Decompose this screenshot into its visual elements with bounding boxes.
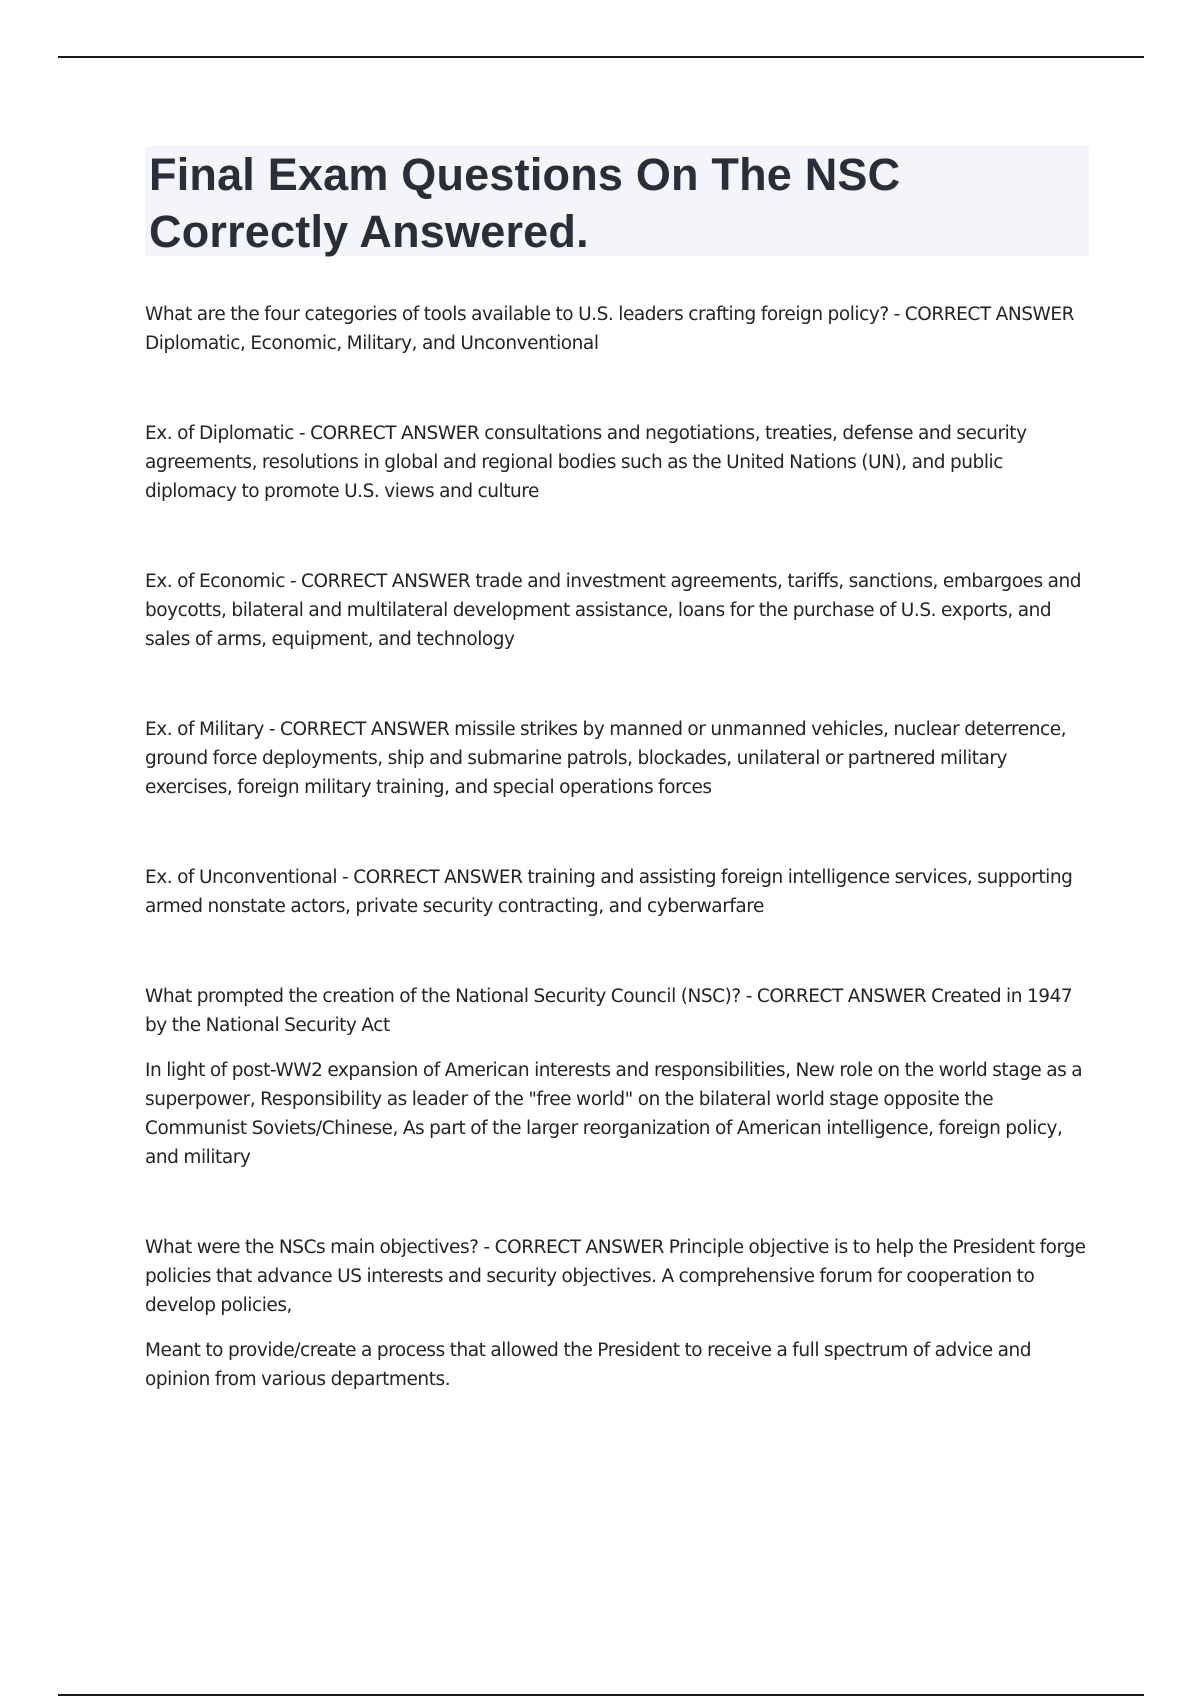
answer-continuation: Meant to provide/create a process that allowed the President to receive a full spectrum of advice and opinion from various departments. (145, 1340, 1032, 1390)
separator: - (284, 571, 302, 592)
qa-item-diplomatic (145, 419, 1090, 506)
top-page-rule (58, 56, 1144, 58)
qa-list (145, 300, 1090, 1455)
qa-entry (145, 863, 1090, 921)
qa-item-economic (145, 567, 1090, 654)
question-text: Ex. of Diplomatic (145, 423, 294, 444)
answer-label: CORRECT ANSWER (756, 986, 927, 1007)
title-line-1: Final Exam Questions On The NSC (149, 149, 901, 200)
answer-text: trade and investment agreements, tariffs, sanctions, embargoes and boycotts, bilateral and multilateral development assistance, loans for the purchase of U.S. exports, and sales of arms, equipment, and technology (145, 571, 1082, 650)
answer-text: Principle objective is to help the President forge policies that advance US interests and security objectives. A comprehensive forum for cooperation to develop policies, (145, 1237, 1086, 1316)
qa-item-nsc-creation (145, 982, 1090, 1172)
separator: - (740, 986, 757, 1007)
qa-item-unconventional (145, 863, 1090, 921)
answer-text: missile strikes by manned or unmanned vehicles, nuclear deterrence, ground force deployments, ship and submarine patrols, blockades, unilateral or partnered military exercises, foreign military training, and special operations forces (145, 719, 1067, 798)
bottom-page-rule (58, 1694, 1144, 1696)
document-title (145, 146, 1089, 256)
question-text: Ex. of Unconventional (145, 867, 338, 888)
qa-entry (145, 419, 1090, 506)
qa-item-military (145, 715, 1090, 802)
qa-entry (145, 567, 1090, 654)
answer-label: CORRECT ANSWER (301, 571, 471, 592)
question-text: What prompted the creation of the National Security Council (NSC)? (145, 986, 741, 1007)
qa-entry (145, 300, 1090, 358)
question-text: What were the NSCs main objectives? (145, 1237, 479, 1258)
answer-label: CORRECT ANSWER (353, 867, 523, 888)
separator: - (293, 423, 311, 444)
answer-label: CORRECT ANSWER (494, 1237, 664, 1258)
answer-label: CORRECT ANSWER (310, 423, 480, 444)
qa-item-nsc-objectives (145, 1233, 1090, 1394)
separator: - (478, 1237, 495, 1258)
answer-label: CORRECT ANSWER (279, 719, 450, 740)
question-text: Ex. of Economic (145, 571, 285, 592)
answer-continuation: In light of post-WW2 expansion of American interests and responsibilities, New role on the world stage as a superpower, Responsibility as leader of the "free world" on the bilateral world stage opposite the Communist Soviets/Chinese, As part of the larger reorganization of American intelligence, foreign policy, and military (145, 1060, 1083, 1168)
answer-text: consultations and negotiations, treaties, defense and security agreements, resolutions in global and regional bodies such as the United Nations (UN), and public diplomacy to promote U.S. views and culture (145, 423, 1027, 502)
question-text: Ex. of Military (145, 719, 264, 740)
question-text: What are the four categories of tools available to U.S. leaders crafting foreign policy? (145, 304, 889, 325)
title-line-2: Correctly Answered. (149, 206, 589, 257)
separator: - (888, 304, 905, 325)
qa-entry (145, 1233, 1090, 1320)
separator: - (263, 719, 280, 740)
answer-text: Diplomatic, Economic, Military, and Unconventional (145, 333, 599, 354)
answer-label: CORRECT ANSWER (904, 304, 1075, 325)
answer-text: Created in 1947 by the National Security Act (145, 986, 1073, 1036)
qa-entry (145, 982, 1090, 1040)
qa-entry (145, 715, 1090, 802)
qa-item-tool-categories (145, 300, 1090, 358)
separator: - (337, 867, 354, 888)
answer-text: training and assisting foreign intelligence services, supporting armed nonstate actors, private security contracting, and cyberwarfare (145, 867, 1073, 917)
